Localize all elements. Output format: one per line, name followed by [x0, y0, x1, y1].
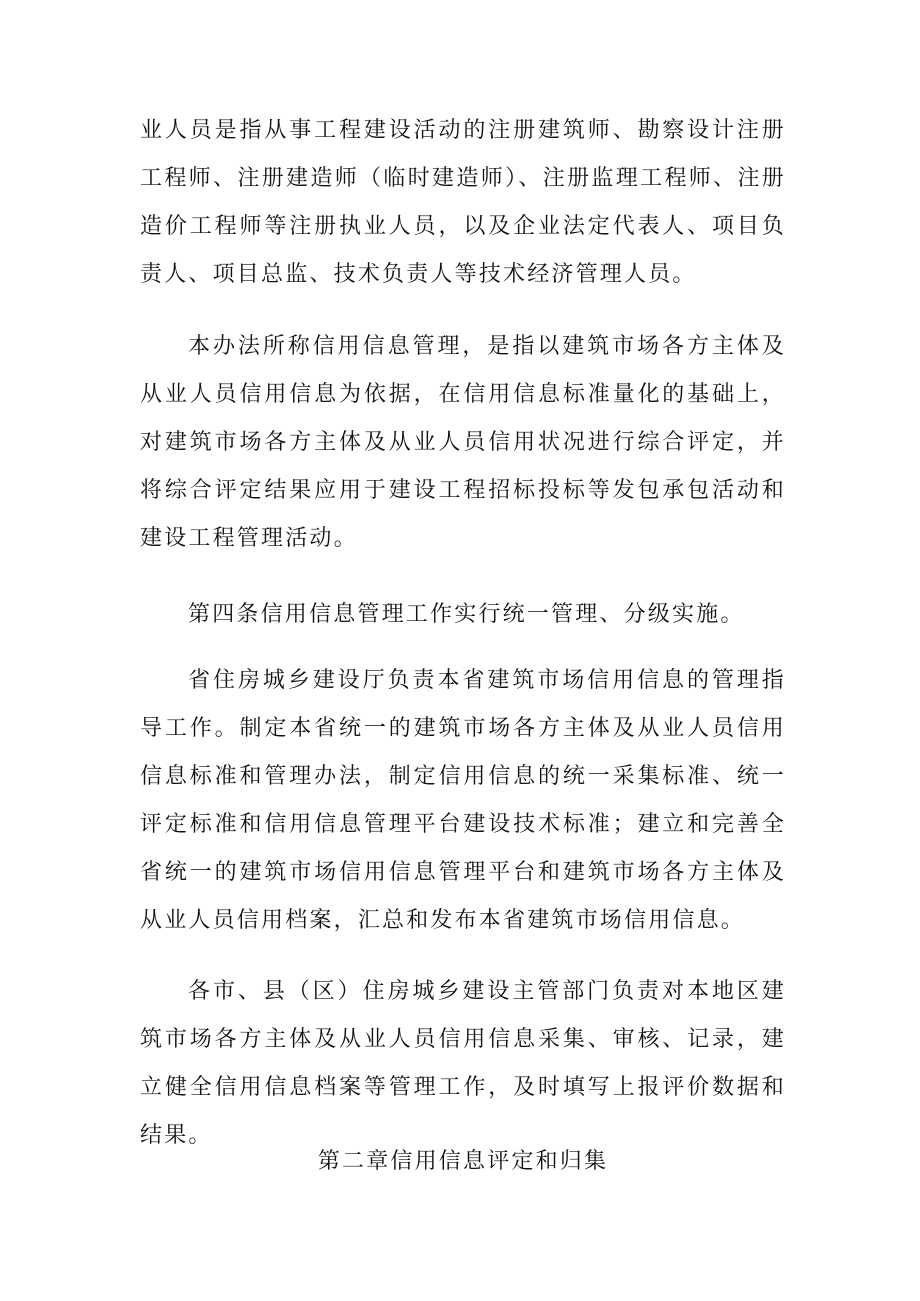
- chapter-heading: 第二章信用信息评定和归集: [317, 1149, 609, 1174]
- paragraph-article-four: 第四条信用信息管理工作实行统一管理、分级实施。: [188, 602, 745, 627]
- paragraph-continuation: 业人员是指从事工程建设活动的注册建筑师、勘察设计注册工程师、注册建造师（临时建造师）、注册监理工程师、注册造价工程师等注册执业人员，以及企业法定代表人、项目负责人、项目总监、技术负责人等技术经济管理人员。: [140, 118, 786, 287]
- paragraph-local-responsibility: 各市、县（区）住房城乡建设主管部门负责对本地区建筑市场各方主体及从业人员信用信息采集、审核、记录，建立健全信用信息档案等管理工作，及时填写上报评价数据和结果。: [140, 979, 786, 1148]
- paragraph-provincial-responsibility: 省住房城乡建设厅负责本省建筑市场信用信息的管理指导工作。制定本省统一的建筑市场各方主体及从业人员信用信息标准和管理办法，制定信用信息的统一采集标准、统一评定标准和信用信息管理平台建设技术标准；建立和完善全省统一的建筑市场信用信息管理平台和建筑市场各方主体及从业人员信用档案，汇总和发布本省建筑市场信用信息。: [140, 668, 786, 933]
- paragraph-credit-management-definition: 本办法所称信用信息管理，是指以建筑市场各方主体及从业人员信用信息为依据，在信用信息标准量化的基础上，对建筑市场各方主体及从业人员信用状况进行综合评定，并将综合评定结果应用于建设工程招标投标等发包承包活动和建设工程管理活动。: [140, 334, 786, 551]
